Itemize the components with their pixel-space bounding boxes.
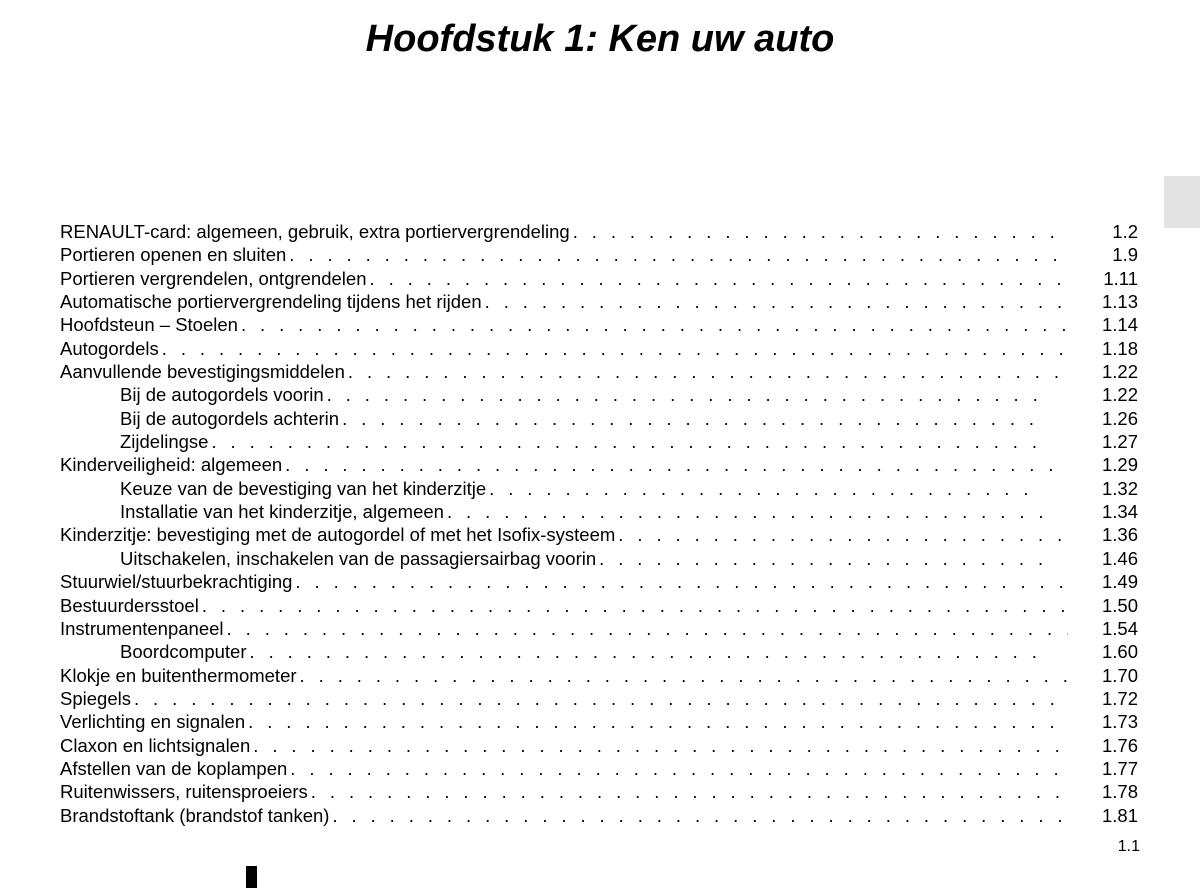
page-number: 1.1 xyxy=(1117,838,1140,855)
dot-leader xyxy=(227,617,1068,640)
toc-entry-label: Aanvullende bevestigingsmiddelen xyxy=(60,360,348,383)
toc-entry-label: Klokje en buitenthermometer xyxy=(60,664,300,687)
dot-leader xyxy=(332,804,1068,827)
toc-entry-page: 1.18 xyxy=(1101,337,1138,359)
crop-mark xyxy=(246,866,257,888)
toc-entry-line xyxy=(60,313,1068,336)
dot-leader xyxy=(295,570,1068,593)
toc-entry-page: 1.11 xyxy=(1103,267,1138,289)
toc-entry-label: Instrumentenpaneel xyxy=(60,617,227,640)
dot-leader xyxy=(162,337,1068,360)
toc-entry-page: 1.49 xyxy=(1101,571,1138,593)
toc-entry-label: Brandstoftank (brandstof tanken) xyxy=(60,804,332,827)
dot-leader xyxy=(599,547,1044,570)
dot-leader xyxy=(289,243,1068,266)
toc-entry-line xyxy=(60,290,1068,313)
toc-entry-line xyxy=(120,477,1044,500)
toc-entry-page: 1.46 xyxy=(1101,547,1138,569)
toc-entry-label: Autogordels xyxy=(60,337,162,360)
dot-leader xyxy=(485,290,1068,313)
toc-entry-line xyxy=(120,407,1044,430)
toc-entry-line xyxy=(60,243,1068,266)
dot-leader xyxy=(253,734,1068,757)
toc-entry-page: 1.72 xyxy=(1101,687,1138,709)
toc-entry[interactable] xyxy=(60,383,1140,406)
toc-entry-line xyxy=(60,267,1068,290)
toc-entry-line xyxy=(60,780,1068,803)
dot-leader xyxy=(249,640,1044,663)
chapter-title: Hoofdstuk 1: Ken uw auto xyxy=(365,18,835,60)
toc-entry-label: Bij de autogordels voorin xyxy=(120,383,327,406)
toc-entry-line xyxy=(60,617,1068,640)
toc-entry-line xyxy=(60,453,1068,476)
toc-entry[interactable] xyxy=(60,594,1140,617)
dot-leader xyxy=(290,757,1068,780)
toc-entry[interactable] xyxy=(60,453,1140,476)
toc-entry[interactable] xyxy=(60,477,1140,500)
toc-entry[interactable] xyxy=(60,547,1140,570)
toc-entry-line xyxy=(120,640,1044,663)
toc-entry[interactable] xyxy=(60,804,1140,827)
toc-entry[interactable] xyxy=(60,710,1140,733)
toc-entry[interactable] xyxy=(60,313,1140,336)
toc-entry[interactable] xyxy=(60,360,1140,383)
dot-leader xyxy=(447,500,1044,523)
toc-entry[interactable] xyxy=(60,687,1140,710)
toc-entry-page: 1.77 xyxy=(1101,757,1138,779)
toc-entry[interactable] xyxy=(60,430,1140,453)
toc-entry-label: Bestuurdersstoel xyxy=(60,594,202,617)
toc-entry-line xyxy=(60,337,1068,360)
toc-entry-label: Automatische portiervergrendeling tijdens het rijden xyxy=(60,290,485,313)
toc-entry[interactable] xyxy=(60,523,1140,546)
toc-entry-line xyxy=(60,594,1068,617)
dot-leader xyxy=(573,220,1068,243)
toc-entry-page: 1.9 xyxy=(1112,244,1138,266)
toc-entry-page: 1.36 xyxy=(1101,524,1138,546)
toc-entry-page: 1.60 xyxy=(1101,641,1138,663)
toc-entry-label: Boordcomputer xyxy=(120,640,249,663)
toc-entry-page: 1.27 xyxy=(1101,431,1138,453)
toc-entry-label: Installatie van het kinderzitje, algemeen xyxy=(120,500,447,523)
toc-entry[interactable] xyxy=(60,734,1140,757)
dot-leader xyxy=(348,360,1068,383)
table-of-contents xyxy=(60,220,1140,827)
dot-leader xyxy=(489,477,1044,500)
dot-leader xyxy=(248,710,1068,733)
toc-entry-page: 1.76 xyxy=(1101,734,1138,756)
toc-entry-label: Spiegels xyxy=(60,687,134,710)
toc-entry-page: 1.78 xyxy=(1101,781,1138,803)
toc-entry-page: 1.32 xyxy=(1101,477,1138,499)
toc-entry-page: 1.50 xyxy=(1101,594,1138,616)
toc-entry-line xyxy=(60,734,1068,757)
toc-entry-label: Ruitenwissers, ruitensproeiers xyxy=(60,780,311,803)
toc-entry-line xyxy=(120,500,1044,523)
toc-entry[interactable] xyxy=(60,290,1140,313)
toc-entry-label: Portieren vergrendelen, ontgrendelen xyxy=(60,267,370,290)
toc-entry[interactable] xyxy=(60,617,1140,640)
toc-entry[interactable] xyxy=(60,243,1140,266)
toc-entry-label: Hoofdsteun – Stoelen xyxy=(60,313,241,336)
toc-entry-page: 1.34 xyxy=(1101,501,1138,523)
toc-entry-page: 1.14 xyxy=(1101,314,1138,336)
toc-entry-label: Uitschakelen, inschakelen van de passagiersairbag voorin xyxy=(120,547,599,570)
dot-leader xyxy=(134,687,1068,710)
toc-entry-page: 1.13 xyxy=(1101,291,1138,313)
toc-entry-line xyxy=(60,804,1068,827)
toc-entry-line xyxy=(60,360,1068,383)
toc-entry-label: Stuurwiel/stuurbekrachtiging xyxy=(60,570,295,593)
toc-entry[interactable] xyxy=(60,337,1140,360)
toc-entry-label: Verlichting en signalen xyxy=(60,710,248,733)
dot-leader xyxy=(300,664,1068,687)
toc-entry[interactable] xyxy=(60,500,1140,523)
toc-entry-label: RENAULT-card: algemeen, gebruik, extra portiervergrendeling xyxy=(60,220,573,243)
toc-entry-label: Kinderveiligheid: algemeen xyxy=(60,453,285,476)
toc-entry-label: Bij de autogordels achterin xyxy=(120,407,342,430)
toc-entry[interactable] xyxy=(60,267,1140,290)
dot-leader xyxy=(342,407,1044,430)
dot-leader xyxy=(327,383,1044,406)
toc-entry-page: 1.29 xyxy=(1101,454,1138,476)
toc-entry-line xyxy=(60,523,1068,546)
toc-entry-line xyxy=(60,687,1068,710)
toc-entry-line xyxy=(120,383,1044,406)
dot-leader xyxy=(370,267,1069,290)
toc-entry[interactable] xyxy=(60,757,1140,780)
toc-entry-page: 1.22 xyxy=(1101,361,1138,383)
dot-leader xyxy=(211,430,1044,453)
toc-entry[interactable] xyxy=(60,664,1140,687)
toc-entry-page: 1.73 xyxy=(1101,711,1138,733)
dot-leader xyxy=(241,313,1068,336)
toc-entry-line xyxy=(60,664,1068,687)
toc-entry-label: Afstellen van de koplampen xyxy=(60,757,290,780)
toc-entry-page: 1.81 xyxy=(1101,804,1138,826)
dot-leader xyxy=(202,594,1068,617)
chapter-tab-marker xyxy=(1164,176,1200,228)
toc-entry[interactable] xyxy=(60,407,1140,430)
toc-entry-line xyxy=(60,757,1068,780)
toc-entry-page: 1.2 xyxy=(1112,221,1138,242)
toc-entry[interactable] xyxy=(60,220,1140,243)
toc-entry-label: Keuze van de bevestiging van het kinderzitje xyxy=(120,477,489,500)
toc-entry[interactable] xyxy=(60,570,1140,593)
toc-entry-page: 1.70 xyxy=(1101,664,1138,686)
dot-leader xyxy=(285,453,1068,476)
toc-entry-label: Portieren openen en sluiten xyxy=(60,243,289,266)
toc-entry[interactable] xyxy=(60,780,1140,803)
toc-entry-line xyxy=(120,547,1044,570)
toc-entry-page: 1.54 xyxy=(1101,617,1138,639)
toc-entry-label: Claxon en lichtsignalen xyxy=(60,734,253,757)
toc-entry-label: Kinderzitje: bevestiging met de autogordel of met het Isofix-systeem xyxy=(60,523,618,546)
dot-leader xyxy=(311,780,1068,803)
toc-entry-page: 1.26 xyxy=(1101,407,1138,429)
dot-leader xyxy=(618,523,1068,546)
toc-entry-line xyxy=(120,430,1044,453)
toc-entry-label: Zijdelingse xyxy=(120,430,211,453)
toc-entry-line xyxy=(60,570,1068,593)
toc-entry-page: 1.22 xyxy=(1101,384,1138,406)
toc-entry[interactable] xyxy=(60,640,1140,663)
toc-entry-line xyxy=(60,710,1068,733)
toc-entry-line xyxy=(60,220,1068,243)
